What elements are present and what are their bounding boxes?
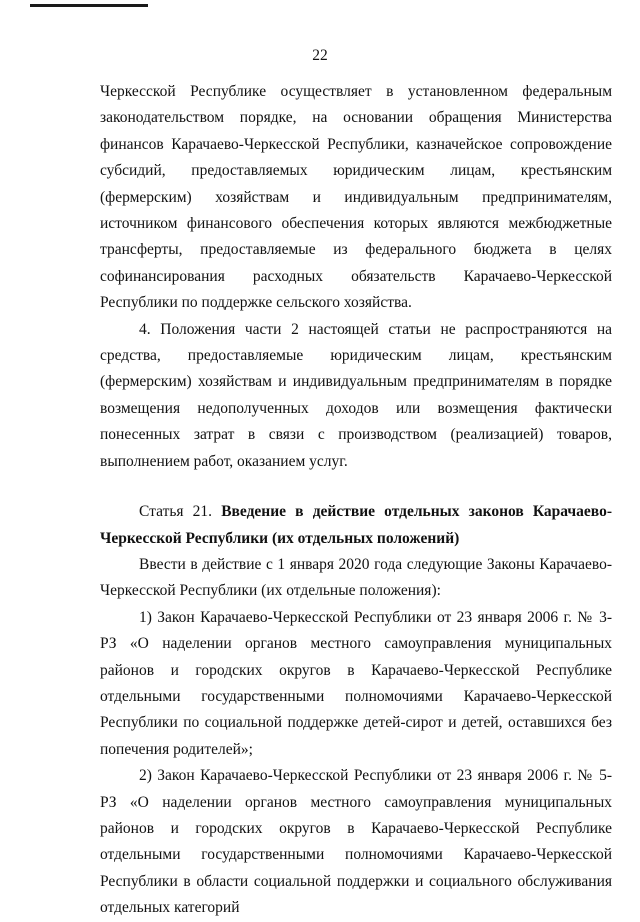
- article-heading: [100, 499, 612, 552]
- paragraph-part-4: 4. Положения части 2 настоящей статьи не распространяются на средства, предоставляемые юридическим лицам, крестьянским (фермерским) хозяйствам и индивидуальным предпринимателям в порядке возмещения недополученных доходов или возмещения фактически понесенных затрат в связи с производством (реализацией) товаров, выполнением работ, оказанием услуг.: [100, 320, 612, 470]
- top-rule: [30, 4, 148, 7]
- page-number: 22: [312, 47, 328, 64]
- article-item-2: 2) Закон Карачаево-Черкесской Республики от 23 января 2006 г. № 5-РЗ «О наделении органов местного самоуправления муниципальных районов и городских округов в Карачаево-Черкесской Республике отдельными государственными полномочиями Карачаево-Черкесской Республики в области социальной поддержки и социального обслуживания отдельных категорий: [100, 767, 612, 917]
- document-body: [100, 79, 612, 922]
- article-title: Введение в действие отдельных законов Карачаево-Черкесской Республики (их отдельных положений): [100, 503, 612, 547]
- article-item-1: 1) Закон Карачаево-Черкесской Республики от 23 января 2006 г. № 3-РЗ «О наделении органов местного самоуправления муниципальных районов и городских округов в Карачаево-Черкесской Республике отдельными государственными полномочиями Карачаево-Черкесской Республики по социальной поддержке детей-сирот и детей, оставшихся без попечения родителей»;: [100, 608, 612, 758]
- article-intro: Ввести в действие с 1 января 2020 года следующие Законы Карачаево-Черкесской Республики (их отдельные положения):: [100, 555, 612, 600]
- section-gap: [100, 475, 612, 499]
- article-label: Статья 21.: [139, 503, 213, 521]
- paragraph-continuation: Черкесской Республике осуществляет в установленном федеральным законодательством порядке, на основании обращения Министерства финансов Карачаево-Черкесской Республики, казначейское сопровождение субсидий, предоставляемых юридическим лицам, крестьянским (фермерским) хозяйствам и индивидуальным предпринимателям, источником финансового обеспечения которых являются межбюджетные трансферты, предоставляемые из федерального бюджета в целях софинансирования расходных обязательств Карачаево-Черкесской Республики по поддержке сельского хозяйства.: [100, 83, 612, 312]
